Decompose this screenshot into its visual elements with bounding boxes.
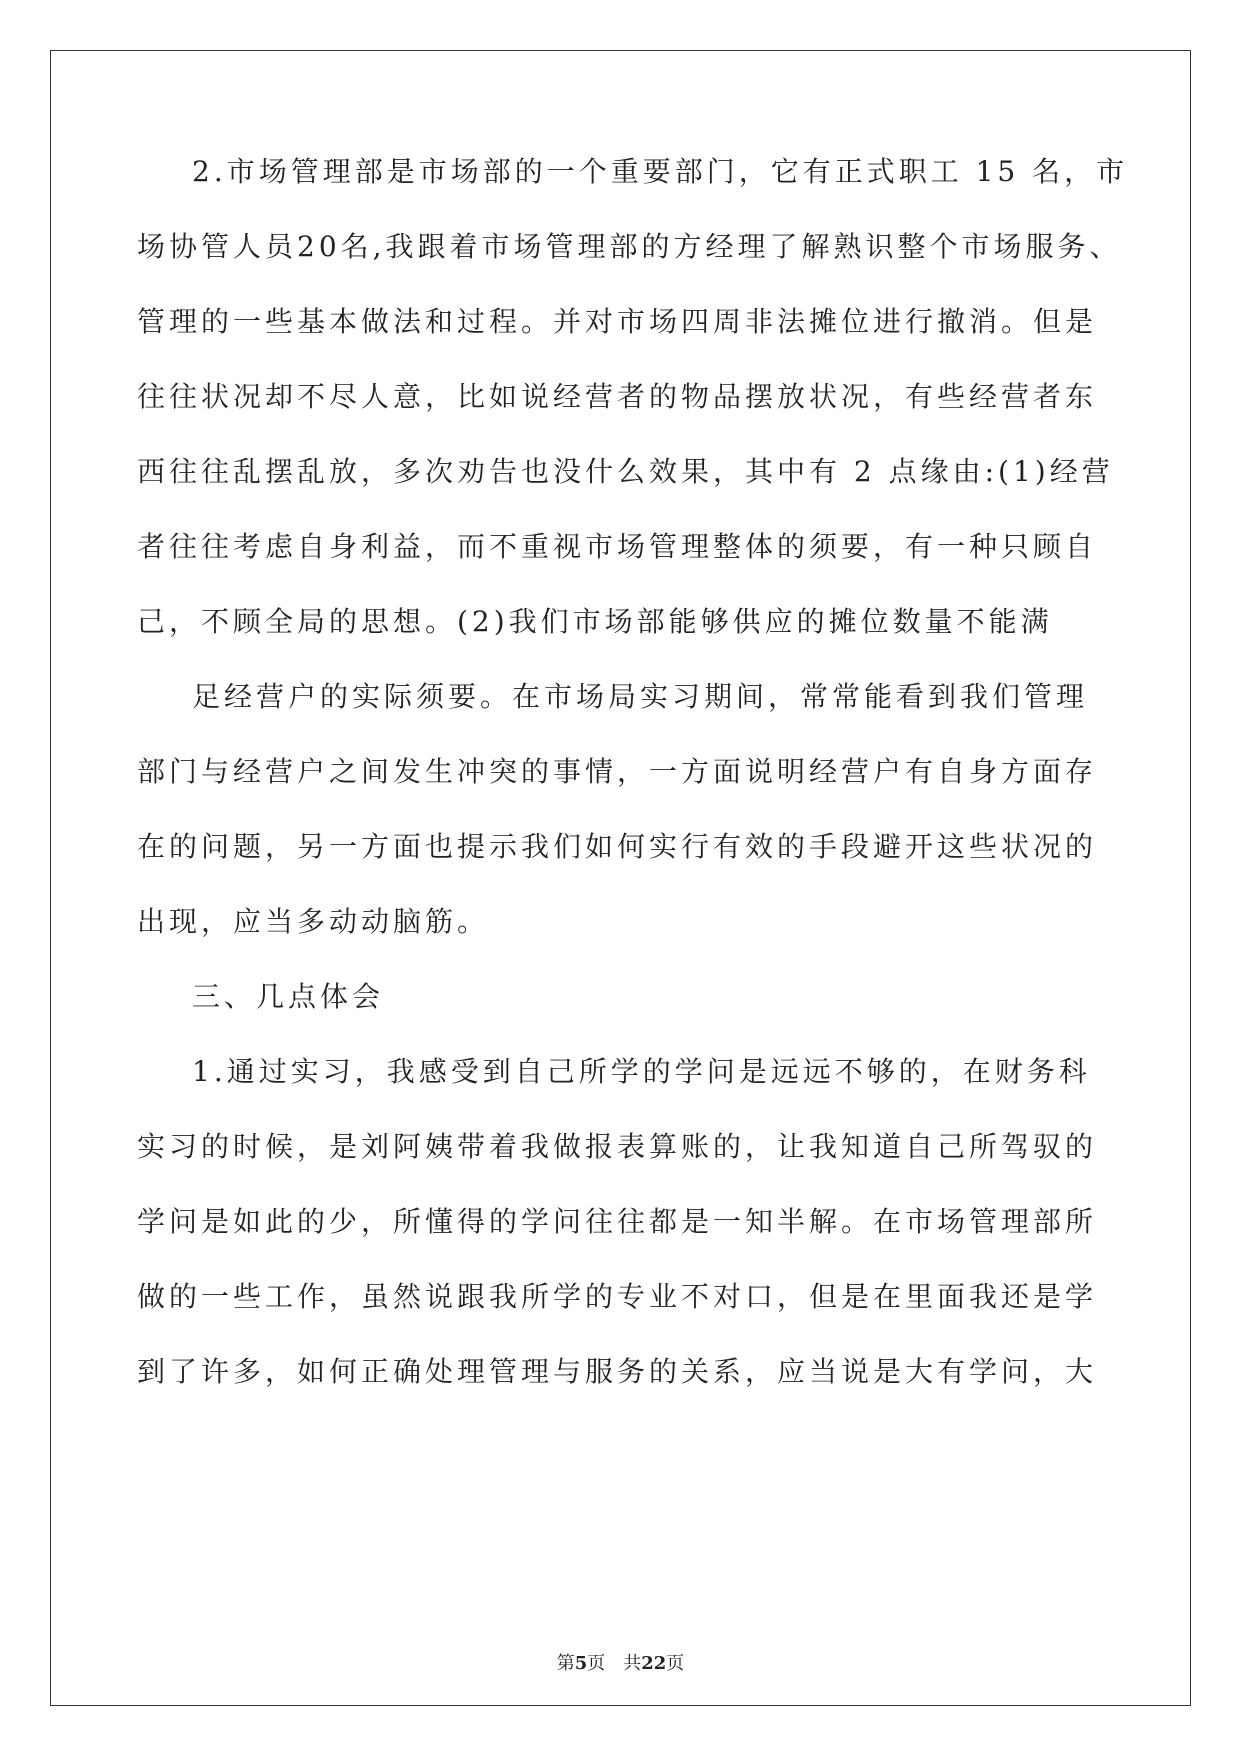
body-line-14: 实习的时候，是刘阿姨带着我做报表算账的，让我知道自己所驾驭的 [137,1130,1098,1163]
body-line-8: 足经营户的实际须要。在市场局实习期间，常常能看到我们管理 [192,680,1089,713]
body-line-16: 做的一些工作，虽然说跟我所学的专业不对口，但是在里面我还是学 [137,1280,1098,1313]
total-pages: 22 [641,1653,667,1674]
page-number: 5 [574,1653,588,1674]
body-line-1: 2.市场管理部是市场部的一个重要部门，它有正式职工 15 名，市 [192,155,1129,188]
body-line-3: 管理的一些基本做法和过程。并对市场四周非法摊位进行撤消。但是 [137,305,1098,338]
page-footer [0,1652,1241,1676]
body-line-6: 者往往考虑自身利益，而不重视市场管理整体的须要，有一种只顾自 [137,530,1098,563]
body-line-10: 在的问题，另一方面也提示我们如何实行有效的手段避开这些状况的 [137,830,1098,863]
page-prefix: 第 [556,1653,575,1674]
body-line-9: 部门与经营户之间发生冲突的事情，一方面说明经营户有自身方面存 [137,755,1098,788]
body-line-17: 到了许多，如何正确处理管理与服务的关系，应当说是大有学问，大 [137,1355,1098,1388]
body-line-5: 西往往乱摆乱放，多次劝告也没什么效果，其中有 2 点缘由:(1)经营 [137,455,1114,488]
section-heading: 三、几点体会 [192,980,385,1013]
body-line-13: 1.通过实习，我感受到自己所学的学问是远远不够的，在财务科 [192,1055,1091,1088]
total-prefix: 共 [623,1653,642,1674]
body-line-2: 场协管人员20名,我跟着市场管理部的方经理了解熟识整个市场服务、 [137,230,1122,263]
body-line-4: 往往状况却不尽人意，比如说经营者的物品摆放状况，有些经营者东 [137,380,1098,413]
page-border [50,50,1191,1706]
body-line-15: 学问是如此的少，所懂得的学问往往都是一知半解。在市场管理部所 [137,1205,1098,1238]
page-suffix: 页 [587,1653,606,1674]
body-line-11: 出现，应当多动动脑筋。 [137,905,490,938]
body-line-7: 己，不顾全局的思想。(2)我们市场部能够供应的摊位数量不能满 [137,605,1053,638]
total-suffix: 页 [666,1653,685,1674]
